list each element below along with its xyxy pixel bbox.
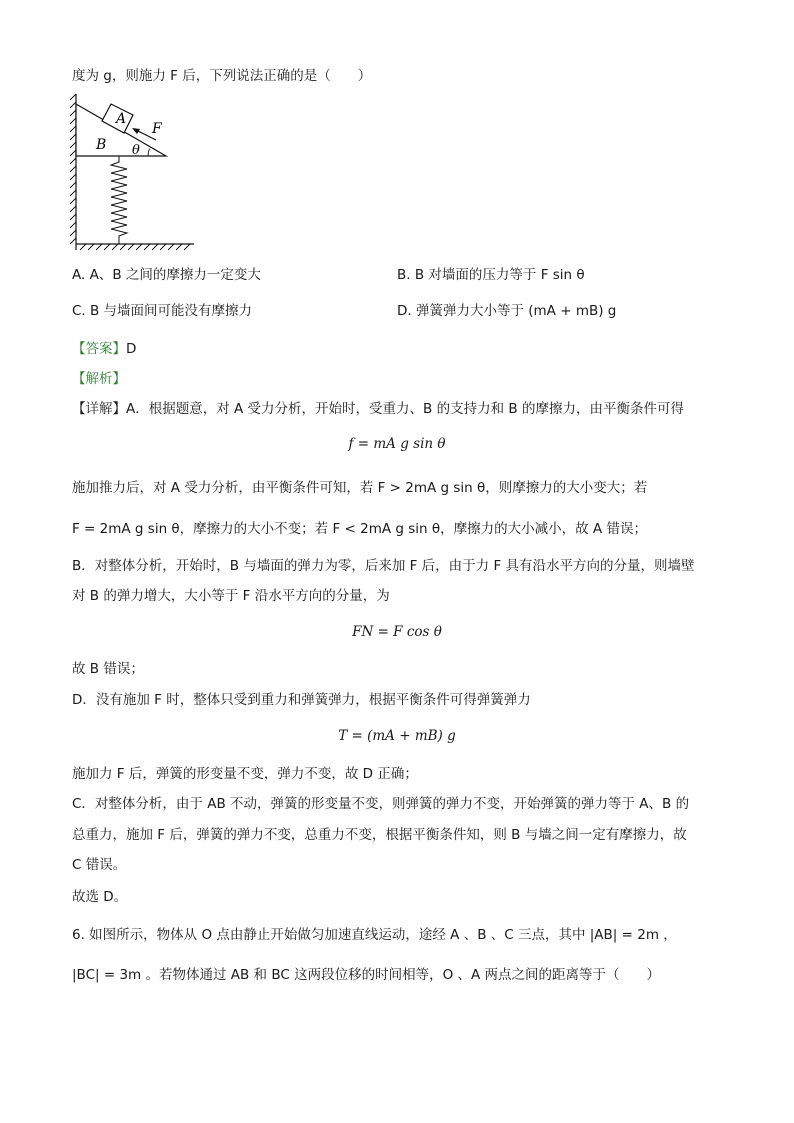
analysis-line-3: F = 2mA g sin θ，摩擦力的大小不变；若 F < 2mA g sin θ，摩擦力的大小减小，故 A 错误； (72, 521, 647, 537)
analysis-line-2: 施加推力后，对 A 受力分析，由平衡条件可知，若 F > 2mA g sin θ，则摩擦力的大小变大；若 (72, 480, 648, 496)
option-b: B. B 对墙面的压力等于 F sin θ (397, 267, 585, 283)
analysis-line-5: 对 B 的弹力增大，大小等于 F 沿水平方向的分量，为 (72, 588, 390, 604)
label-b: B (96, 137, 107, 153)
option-c: C. B 与墙面间可能没有摩擦力 (72, 303, 253, 319)
formula-friction: f = mA g sin θ (348, 436, 446, 452)
analysis-line-9: C．对整体分析，由于 AB 不动，弹簧的形变量不变，则弹簧的弹力不变，开始弹簧的弹力等于 A、B 的 (72, 796, 690, 812)
label-a: A (116, 111, 127, 127)
label-f: F (152, 121, 162, 137)
analysis-line-11: C 错误。 (72, 857, 127, 873)
answer-value: D (126, 341, 137, 357)
question-6-line-1: 6. 如图所示，物体从 O 点由静止开始做匀加速直线运动，途经 A 、B 、C 三点，其中 |AB| = 2m ， (72, 927, 677, 943)
option-d: D. 弹簧弹力大小等于 (mA + mB) g (397, 303, 617, 319)
analysis-line-1: 【详解】A．根据题意，对 A 受力分析，开始时，受重力、B 的支持力和 B 的摩擦力，由平衡条件可得 (72, 401, 684, 417)
analysis-line-4: B．对整体分析，开始时，B 与墙面的弹力为零，后来加 F 后，由于力 F 具有沿水平方向的分量，则墙壁 (72, 558, 695, 574)
analysis-line-10: 总重力，施加 F 后，弹簧的弹力不变，总重力不变，根据平衡条件知，则 B 与墙之间一定有摩擦力，故 (72, 827, 687, 843)
analysis-line-12: 故选 D。 (72, 889, 128, 905)
option-a: A. A、B 之间的摩擦力一定变大 (72, 267, 261, 283)
label-theta: θ (132, 143, 140, 158)
analysis-line-6: 故 B 错误； (72, 661, 144, 677)
formula-normal-force: FN = F cos θ (352, 624, 442, 640)
analysis-line-8: 施加力 F 后，弹簧的形变量不变，弹力不变，故 D 正确； (72, 766, 418, 782)
analysis-label: 【解析】 (72, 371, 126, 387)
answer-row (72, 339, 136, 359)
answer-label: 【答案】 (72, 341, 126, 357)
question-intro: 度为 g，则施力 F 后，下列说法正确的是（ ） (72, 68, 372, 84)
physics-figure (62, 92, 202, 257)
analysis-line-7: D．没有施加 F 时，整体只受到重力和弹簧弹力，根据平衡条件可得弹簧弹力 (72, 692, 531, 708)
question-6-line-2: |BC| = 3m 。若物体通过 AB 和 BC 这两段位移的时间相等，O 、A 两点之间的距离等于（ ） (72, 967, 661, 983)
formula-spring-force: T = (mA + mB) g (338, 728, 456, 744)
